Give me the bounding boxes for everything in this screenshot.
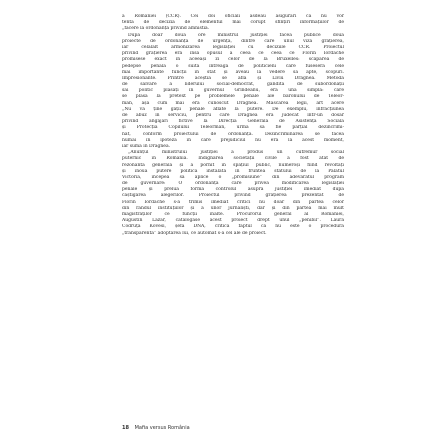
text-line: Augustin Lazăr, catalogase acest proiect drept unul „penibil”. Laura [122,218,344,224]
text-line: rezonantă generală și a pornit în spațiul public, numeroși fiind revoltați [122,162,344,168]
text-line: nat, conform proiectului de ordonanță. Dezincriminarea se făcea [122,131,344,137]
text-line: săi politic plasați în guvernul Grindeanu, era una simplă: care [122,88,344,94]
text-line: magistraților ce funcții înalte. Procurorul general al României, [122,212,344,217]
text-line: de salvare a liderului social-democrat, găndită de subordonații [122,82,344,88]
text-line: din rândul instituțiilor și a unor jurnaliști, dar și din partea mai mult [122,205,344,211]
text-line: Victoria, începea să aplice o „promisiune” din adevăratul program [122,174,344,180]
text-line: se plasa la pretext pe problemele penale ale baronului de Teleor- [122,94,344,100]
text-line: Florin Iordache s-a trimis imediat critici nu doar din partea celor [122,199,344,205]
text-line: „Nu va ține gații penale aflate la putere. De exemplu, infracțiunea [122,106,344,112]
text-line: proiecte de ordonanță de urgență, dintre care unul viza grațierea, [122,38,344,44]
text-line: penale și prelua forma controlul asupra justiției imediat după [122,187,344,193]
text-line: iar celălalt armonizarea legislației cu deciziile CCR. Proiectul [122,44,344,50]
text-line: pedepse penală o suită întreagă de politicieni care fuseseră cele [122,63,344,69]
text-line: „Anunțul ministrului justiției a produs un cutremur social [128,150,344,156]
text-line: a României (CCR). Cei doi oficiali ăsdeau asigurări că nu vor [122,14,344,19]
body-text-column [122,14,344,237]
text-line: și înoua putere politică instalată în fruntea statului de la Palatul [122,168,344,174]
text-line: privind angajări fictive la Direcția Generală de Asistență Socială [122,119,344,125]
text-line: și Protecția Copilului Teleorman, urma să fie parțial dezincrimi- [122,125,344,131]
text-line: promisese exact în aceeași zi celor de la Bruxelles: scaparea de [122,57,344,63]
text-line: puternic în România. Indignarea societății civile a fost atât de [122,156,344,162]
text-line: tenta de decizia de elementul mai corupt sfințiri informațiilor de [122,20,344,26]
text-line: „fâcere la ordonanță privind amnistia. [122,26,210,32]
page-footer [122,425,190,431]
text-line: mai importante funcții în stat și aveau la vedere să apte, scopuri. [122,69,344,75]
running-title: Mafia versus România [134,425,190,431]
text-line: După doar două ore ministrul justiției făcea publice două [128,32,344,38]
text-line: câștigarea alegerilor. Proiectul privind grațierea prezentat de [122,193,344,199]
text-line: „transparentă” adoptarea lui, ce automat s-a cel ale de proiect. [122,230,267,236]
text-line: de abuz în serviciu, pentru care Dragnea era judecat într-un dosar [122,113,344,118]
text-line: Impresionante. Printre aceștia se afla și Liviu Dragnea. Metoda [122,75,344,81]
text-line: Codruța Kövesi, șefa DNA, critica faptul că nu este o procedură [122,224,344,230]
text-line: de guvernare: O ordonanță care privea modificarea legislației [122,181,344,187]
text-line: man, așa cum mai era cunoscut Dragnea. Mascarea legii, art acere [122,100,344,106]
text-line: privind grațierea era însă opusul a ceea ce ceea ce Florin Iordache [122,51,344,57]
text-line: numai în ipoteza în care prejudiciul nu era la acest moment, [122,137,344,143]
text-line: iar suma în Dragnea. [122,143,171,149]
page-number: 18 [122,425,129,431]
